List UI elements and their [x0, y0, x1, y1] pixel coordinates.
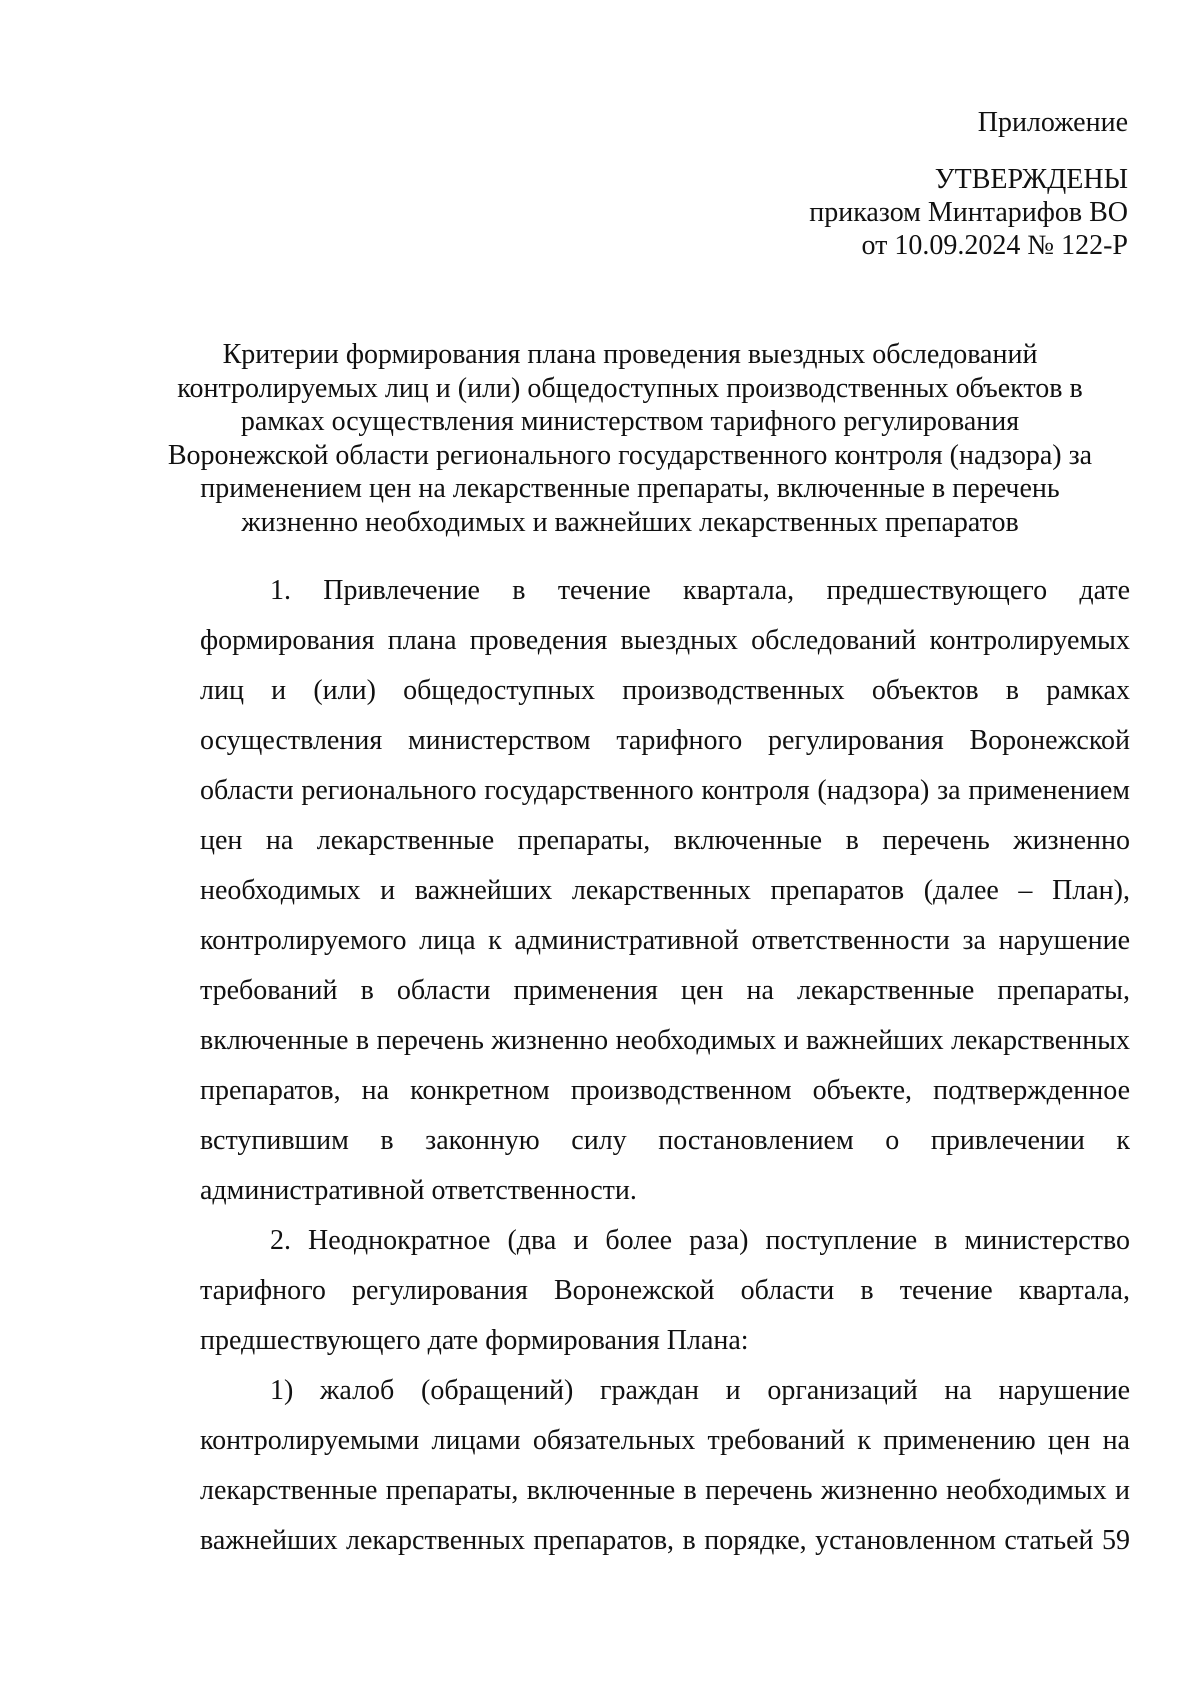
title-line: применением цен на лекарственные препараты, включенные в перечень: [200, 473, 1060, 504]
approved-label: УТВЕРЖДЕНЫ: [934, 164, 1128, 195]
title-line: контролируемых лиц и (или) общедоступных производственных объектов в: [177, 372, 1083, 404]
order-label: приказом Минтарифов ВО: [809, 197, 1128, 228]
title-line: рамках осуществления министерством тарифного регулирования: [240, 406, 1020, 437]
appendix-label: Приложение: [977, 107, 1128, 138]
approval-block: [809, 106, 1128, 262]
title-line: Критерии формирования плана проведения выездных обследований: [222, 339, 1038, 370]
paragraph-criterion-2: 2. Неоднократное (два и более раза) поступление в министерство тарифного регулирования Воронежской области в течение квартала, предшествующего дате формирования Плана:: [200, 1225, 1130, 1356]
document-title: [150, 338, 1110, 539]
title-line: Воронежской области регионального государственного контроля (надзора) за: [167, 439, 1093, 471]
title-line: жизненно необходимых и важнейших лекарственных препаратов: [241, 506, 1019, 538]
paragraph-criterion-1: 1. Привлечение в течение квартала, предшествующего дате формирования плана проведения выездных обследований контролируемых лиц и (или) общедоступных производственных объектов в рамках осуществления министерством тарифного регулирования Воронежской области регионального государственного контроля (надзора) за применением цен на лекарственные препараты, включенные в перечень жизненно необходимых и важнейших лекарственных препаратов (далее – План), контролируемого лица к административной ответственности за нарушение требований в области применения цен на лекарственные препараты, включенные в перечень жизненно необходимых и важнейших лекарственных препаратов, на конкретном производственном объекте, подтвержденное вступившим в законную силу постановлением о привлечении к административной ответственности.: [200, 575, 1130, 1206]
paragraph-subitem-1: 1) жалоб (обращений) граждан и организаций на нарушение контролируемыми лицами обязательных требований к применению цен на лекарственные препараты, включенные в перечень жизненно необходимых и важнейших лекарственных препаратов, в порядке, установленном статьей 59: [200, 1375, 1130, 1556]
document-body: [200, 566, 1130, 1566]
order-date-number: от 10.09.2024 № 122-Р: [861, 230, 1128, 261]
